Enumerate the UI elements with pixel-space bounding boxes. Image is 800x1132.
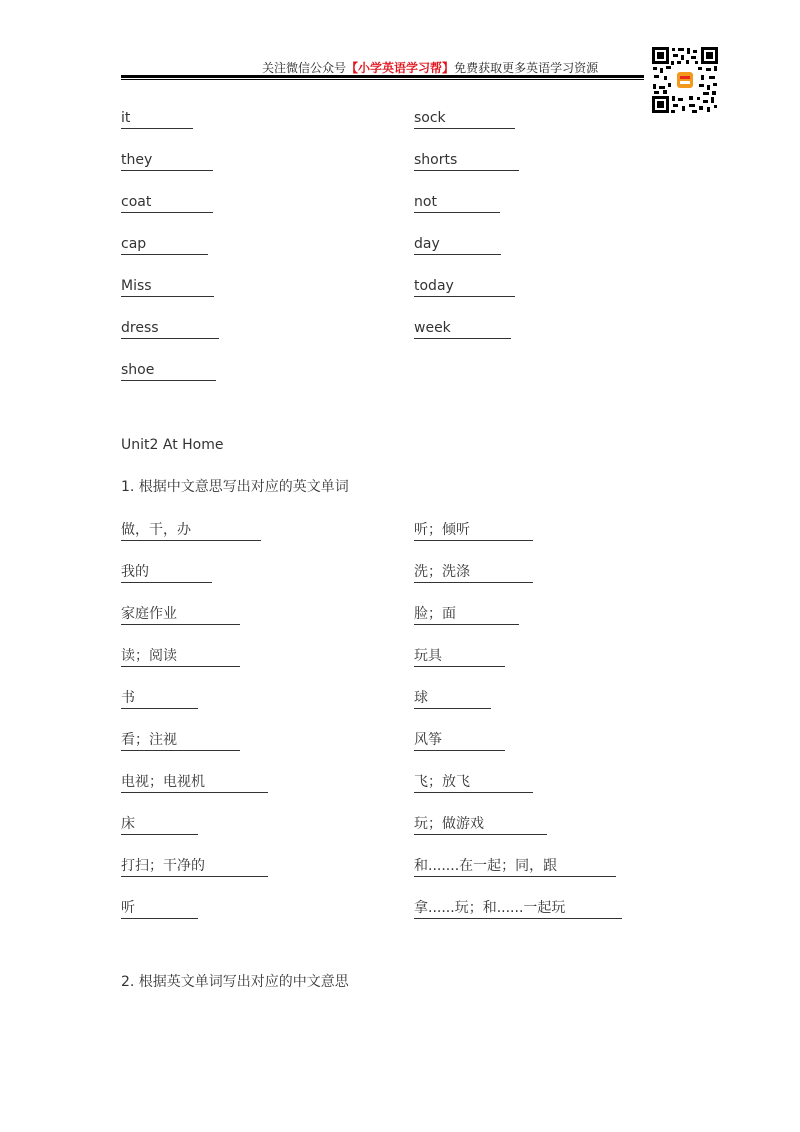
word-label: 打扫；干净的 [121,858,205,874]
word-item [121,605,240,625]
word-item [121,361,216,381]
qr-code-icon [651,46,719,114]
word-label: 我的 [121,564,149,580]
word-item [121,857,268,877]
word-label: 球 [414,690,428,706]
word-label: 脸；面 [414,606,456,622]
word-label: 电视；电视机 [121,774,205,790]
word-item [414,605,519,625]
word-label: 床 [121,816,135,832]
word-item [414,731,505,751]
word-item [414,857,616,877]
word-label: 风筝 [414,732,442,748]
word-label: 玩；做游戏 [414,816,484,832]
word-label: 听 [121,900,135,916]
word-label: Miss [121,278,152,294]
word-label: today [414,278,454,294]
word-label: it [121,110,131,126]
word-label: 洗；洗涤 [414,564,470,580]
word-item [414,277,515,297]
word-item [121,235,208,255]
word-label: 玩具 [414,648,442,664]
word-label: not [414,194,437,210]
word-item [414,773,533,793]
word-item [414,689,491,709]
word-item [121,151,213,171]
word-label: 读；阅读 [121,648,177,664]
word-label: cap [121,236,147,252]
word-item [414,109,515,129]
word-label: 听；倾听 [414,522,470,538]
word-item [121,899,198,919]
unit2-title: Unit2 At Home [121,437,224,453]
word-item [121,521,261,541]
word-label: sock [414,110,446,126]
word-item [121,319,219,339]
section2-heading: 2. 根据英文单词写出对应的中文意思 [121,974,349,990]
word-label: 拿......玩；和......一起玩 [414,900,566,916]
word-item [121,563,212,583]
word-label: shorts [414,152,458,168]
word-item [121,731,240,751]
word-label: 和.......在一起；同，跟 [414,858,558,874]
word-label: 飞；放飞 [414,774,470,790]
word-item [414,521,533,541]
header-prefix: 关注微信公众号 [262,61,347,75]
word-item [414,563,533,583]
word-item [414,151,519,171]
word-item [121,689,198,709]
word-label: 看；注视 [121,732,177,748]
word-label: they [121,152,153,168]
word-item [121,815,198,835]
header-rule-thin [121,79,644,80]
word-label: 做，干，办 [121,522,191,538]
word-item [121,277,214,297]
word-label: shoe [121,362,155,378]
section1-heading: 1. 根据中文意思写出对应的英文单词 [121,479,349,495]
word-item [121,647,240,667]
header-bracket-open: 【 [346,61,359,75]
header-bracket-close: 】 [442,61,455,75]
word-item [414,899,622,919]
word-label: 书 [121,690,135,706]
header-text [262,59,598,76]
word-label: day [414,236,440,252]
word-label: coat [121,194,152,210]
word-item [414,815,547,835]
word-label: week [414,320,451,336]
word-label: dress [121,320,159,336]
word-item [121,773,268,793]
header-rule [121,75,644,78]
word-label: 家庭作业 [121,606,177,622]
word-item [121,193,213,213]
header-brand: 小学英语学习帮 [358,61,443,75]
word-item [414,193,500,213]
word-item [414,319,511,339]
header-suffix: 免费获取更多英语学习资源 [454,61,599,75]
word-item [414,235,501,255]
word-item [414,647,505,667]
word-item [121,109,193,129]
